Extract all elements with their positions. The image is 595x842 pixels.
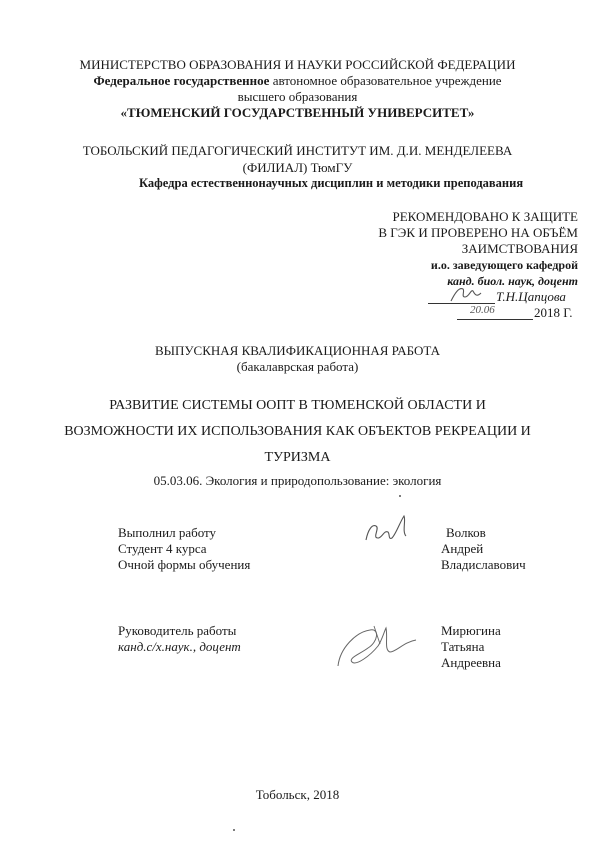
federal-rest: автономное образовательное учреждение — [269, 73, 502, 88]
author-first-name: Андрей — [441, 541, 484, 556]
work-type: ВЫПУСКНАЯ КВАЛИФИКАЦИОННАЯ РАБОТА — [154, 343, 441, 358]
institute-line-1: ТОБОЛЬСКИЙ ПЕДАГОГИЧЕСКИЙ ИНСТИТУТ ИМ. Д.И. МЕНДЕЛЕЕВА — [82, 143, 513, 158]
supervisor-label-2: канд.с/х.наук., доцент — [118, 639, 241, 654]
supervisor-patronymic: Андреевна — [441, 655, 501, 670]
place-year: Тобольск, 2018 — [255, 787, 340, 802]
author-patronymic: Владиславович — [441, 557, 526, 572]
approval-line-3: ЗАИМСТВОВАНИЯ — [461, 241, 578, 256]
work-specialty: 05.03.06. Экология и природопользование: экология — [153, 473, 442, 488]
approval-line-2: В ГЭК И ПРОВЕРЕНО НА ОБЪЁМ — [378, 225, 578, 240]
approval-signature-icon — [447, 283, 487, 305]
approval-line-1: РЕКОМЕНДОВАНО К ЗАЩИТЕ — [392, 209, 578, 224]
author-surname: Волков — [446, 525, 486, 540]
scan-speck — [399, 495, 401, 497]
federal-institution-line — [0, 73, 595, 88]
work-title-line-3: ТУРИЗМА — [264, 450, 331, 465]
supervisor-first-name: Татьяна — [441, 639, 485, 654]
approval-name: Т.Н.Цапцова — [496, 289, 566, 304]
author-label-1: Выполнил работу — [118, 525, 217, 540]
approval-date-handwritten: 20.06 — [470, 304, 495, 316]
department-line: Кафедра естественнонаучных дисциплин и методики преподавания — [139, 176, 524, 190]
supervisor-label-1: Руководитель работы — [118, 623, 237, 638]
approval-year: 2018 Г. — [534, 305, 573, 320]
author-label-2: Студент 4 курса — [118, 541, 207, 556]
approval-role: и.о. заведующего кафедрой — [430, 258, 578, 272]
federal-bold: Федеральное государственное — [93, 73, 270, 88]
author-label-3: Очной формы обучения — [118, 557, 251, 572]
work-title-line-1: РАЗВИТИЕ СИСТЕМЫ ООПТ В ТЮМЕНСКОЙ ОБЛАСТИ И — [109, 398, 486, 413]
scan-speck — [233, 829, 235, 831]
approval-degree: канд. биол. наук, доцент — [447, 274, 578, 288]
higher-education-line: высшего образования — [237, 89, 358, 104]
ministry-line: МИНИСТЕРСТВО ОБРАЗОВАНИЯ И НАУКИ РОССИЙСКОЙ ФЕДЕРАЦИИ — [79, 57, 516, 72]
author-signature-icon — [362, 512, 412, 550]
institute-line-2: (ФИЛИАЛ) ТюмГУ — [242, 160, 353, 175]
supervisor-signature-icon — [330, 618, 420, 673]
university-name: «ТЮМЕНСКИЙ ГОСУДАРСТВЕННЫЙ УНИВЕРСИТЕТ» — [120, 105, 475, 120]
work-subtype: (бакалаврская работа) — [236, 359, 359, 374]
work-title-line-2: ВОЗМОЖНОСТИ ИХ ИСПОЛЬЗОВАНИЯ КАК ОБЪЕКТОВ РЕКРЕАЦИИ И — [64, 424, 531, 439]
supervisor-surname: Мирюгина — [441, 623, 501, 638]
approval-date-line — [457, 305, 533, 320]
